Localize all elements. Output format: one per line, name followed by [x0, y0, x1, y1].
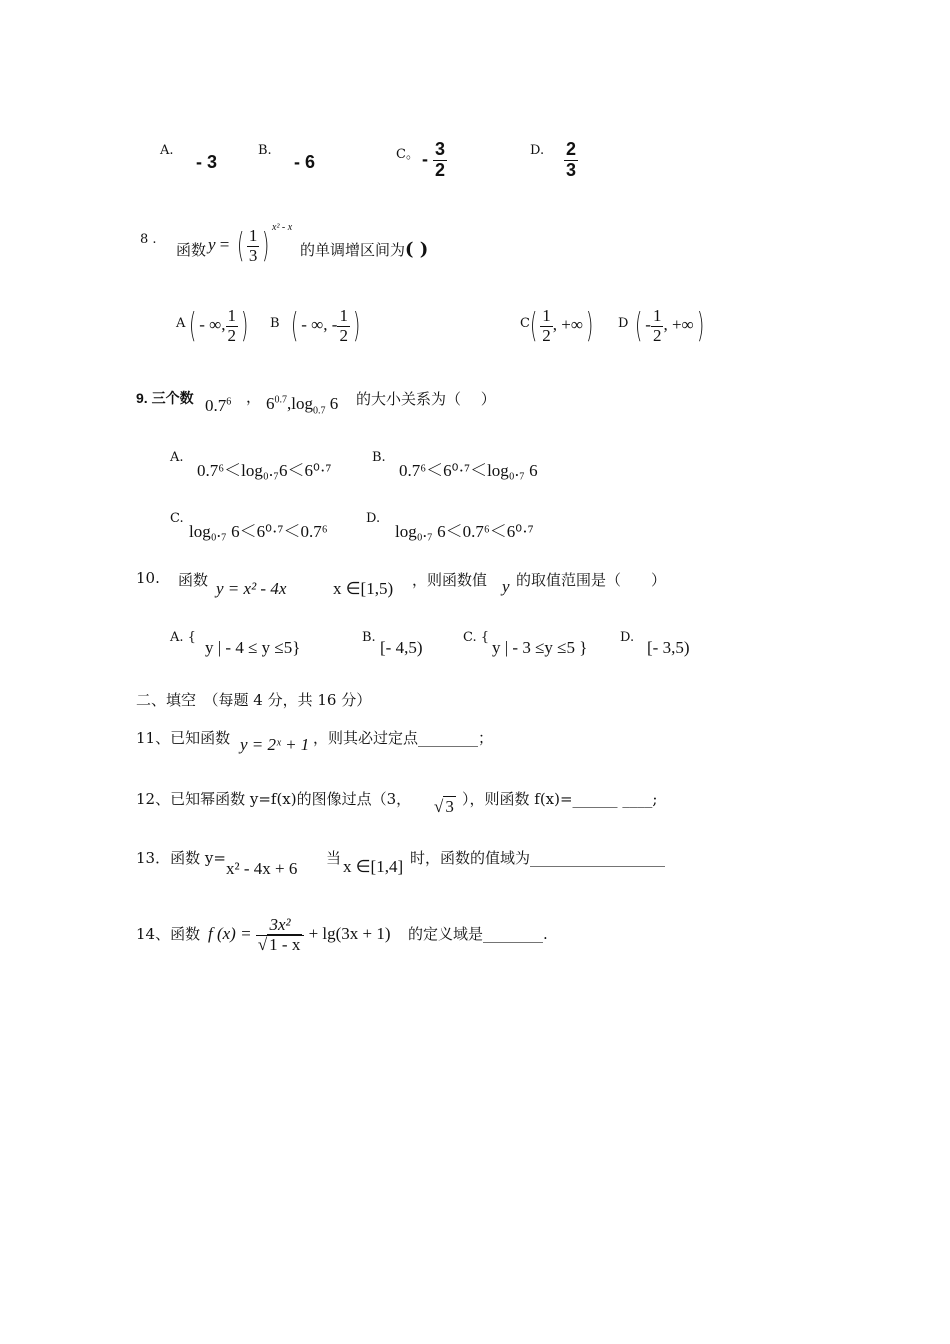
q8-a-den: 2	[227, 325, 237, 345]
q9-c-arg: 6	[325, 394, 339, 413]
q7-d-den: 3	[566, 159, 577, 180]
q9-a-base: 0.7	[205, 396, 227, 415]
q8-base-den: 3	[248, 245, 258, 265]
q7-option-a-value: - 3	[196, 152, 218, 172]
q8-y: y	[208, 234, 216, 254]
q9-a-exp: 6	[226, 396, 232, 408]
q8-d-left: -	[645, 314, 651, 334]
q14-suffix: 的定义域是________.	[408, 925, 548, 943]
q12-prefix: 12、已知幂函数 y=f(x)的图像过点（3，	[136, 790, 412, 808]
q7-option-c-fraction	[433, 140, 447, 181]
q10-option-c-label: C. {	[463, 630, 490, 645]
q9-option-d: log₀.₇ 6＜0.7⁶＜6⁰·⁷	[395, 522, 534, 541]
q8-c-den: 2	[542, 325, 551, 345]
q8-suffix	[300, 239, 428, 260]
q8-option-a: ( - ∞, $\frac{1}{2}$ )	[188, 305, 249, 346]
q9-suffix: 的大小关系为（ ）	[356, 390, 496, 408]
q8-prefix: 函数	[176, 241, 207, 259]
q14-den: √ 1 - x	[257, 934, 301, 954]
q7-option-c-sign: -	[422, 149, 428, 170]
q8-d-den: 2	[652, 325, 662, 345]
q8-option-d: ( - $\frac{1}{2}$ , +∞)	[634, 305, 704, 346]
q8-option-b-label: B	[270, 316, 280, 331]
q10-option-c: y | - 3 ≤y ≤5 }	[492, 638, 588, 657]
q8-b-den: 2	[339, 325, 348, 345]
q10-mid: ，则函数值	[412, 571, 488, 589]
q7-c-num: 3	[435, 139, 446, 159]
q9-option-a: 0.7⁶＜log₀.₇6＜6⁰·⁷	[197, 461, 332, 480]
q9-option-c: log₀.₇ 6＜6⁰·⁷＜0.7⁶	[189, 522, 328, 541]
q8-c-num: 1	[542, 305, 551, 325]
q8-paren-right: )	[262, 226, 270, 266]
q8-option-c-label: C	[520, 316, 530, 331]
q10-formula: y = x² - 4x	[216, 579, 287, 598]
q7-option-d-label: D.	[530, 143, 545, 158]
q7-option-c-value	[422, 140, 447, 181]
q9-sep: ，	[246, 388, 262, 406]
q8-base-num: 1	[248, 225, 258, 245]
q8-bracket: ( )	[405, 239, 429, 260]
q14-fx: f (x) =	[208, 924, 252, 944]
q14-formula	[208, 916, 391, 954]
q8-suffix-text: 的单调增区间为	[300, 241, 406, 259]
section-2-heading: 二、填空 （每题 4 分，共 16 分）	[136, 691, 372, 709]
q9-option-c-label: C.	[170, 511, 184, 526]
q10-number: 10.	[136, 569, 160, 587]
q8-number: 8 .	[140, 232, 157, 247]
q8-d-right: , +∞	[663, 314, 694, 334]
q9-b-exp: 0.7	[274, 394, 287, 406]
q11-formula: y = 2ˣ + 1	[240, 735, 310, 754]
q8-c-right: , +∞	[552, 314, 583, 334]
q7-option-b-label: B.	[258, 143, 272, 158]
q7-option-c-label: C。	[396, 147, 419, 162]
q10-y: y	[502, 577, 510, 596]
q7-option-a-label: A.	[160, 143, 174, 158]
q8-option-b: ( - ∞, - $\frac{1}{2}$ )	[290, 305, 361, 346]
q11-suffix: ，则其必过定点________；	[313, 729, 494, 747]
q9-option-b: 0.7⁶＜6⁰·⁷＜log₀.₇ 6	[399, 461, 538, 480]
q7-option-d-fraction	[564, 140, 578, 181]
q7-option-d-value	[564, 140, 578, 181]
q8-a-num: 1	[227, 305, 237, 325]
q8-b-num: 1	[339, 305, 348, 325]
q10-option-b: [- 4,5)	[380, 638, 423, 657]
q14-prefix: 14、函数	[136, 925, 201, 943]
q12-suffix: ），则函数 f(x)=______ ____;	[462, 790, 658, 808]
q9-c-log: ,log	[287, 394, 313, 413]
q11-prefix: 11、已知函数	[136, 729, 231, 747]
q8-eq: =	[219, 234, 230, 254]
q14-fraction	[256, 916, 305, 954]
q8-option-c: ( $\frac{1}{2}$ , +∞)	[529, 305, 594, 346]
q9-b-base: 6	[266, 394, 275, 413]
q10-option-b-label: B.	[362, 630, 376, 645]
q10-option-a-label: A. {	[170, 630, 196, 645]
q12-sqrt-value: 3	[445, 797, 454, 816]
q9-option-b-label: B.	[372, 450, 386, 465]
q7-d-num: 2	[566, 139, 577, 159]
q10-option-d: [- 3,5)	[647, 638, 690, 657]
q10-prefix: 函数	[178, 571, 209, 589]
q14-rest: + lg(3x + 1)	[308, 924, 391, 944]
q13-when: 当	[326, 849, 342, 867]
q8-option-d-label: D	[618, 316, 629, 331]
q8-option-a-label: A	[176, 316, 186, 331]
q8-exponent: x² - x	[272, 222, 293, 233]
q10-option-a: y | - 4 ≤ y ≤5}	[205, 638, 301, 657]
q13-domain: x ∈[1,4]	[343, 857, 404, 876]
q13-prefix: 13．函数 y=	[136, 849, 226, 867]
q9-option-d-label: D.	[366, 511, 381, 526]
q8-a-left: - ∞,	[199, 314, 226, 334]
q14-num: 3x²	[256, 916, 305, 936]
q7-option-b-value: - 6	[294, 152, 316, 172]
q8-d-num: 1	[652, 305, 662, 325]
q12-sqrt: √ 3	[434, 797, 454, 816]
q9-prefix: 9. 三个数	[136, 390, 194, 406]
q7-c-den: 2	[435, 159, 446, 180]
q10-option-d-label: D.	[620, 630, 635, 645]
q8-base-fraction	[247, 227, 260, 265]
q9-a	[205, 396, 231, 416]
q8-formula	[208, 226, 273, 266]
q8-paren-left: (	[236, 226, 244, 266]
q13-suffix: 时，函数的值域为__________________	[410, 849, 666, 867]
q9-option-a-label: A.	[170, 450, 184, 465]
q13-formula: x² - 4x + 6	[226, 859, 298, 878]
q9-c-sub: 0.7	[312, 405, 326, 417]
q10-domain: x ∈[1,5)	[333, 579, 394, 598]
q14-den-text: 1 - x	[269, 934, 301, 954]
q10-suffix: 的取值范围是（ ）	[516, 571, 667, 589]
q9-b-c	[266, 394, 338, 416]
q8-b-left: - ∞, -	[301, 314, 338, 334]
